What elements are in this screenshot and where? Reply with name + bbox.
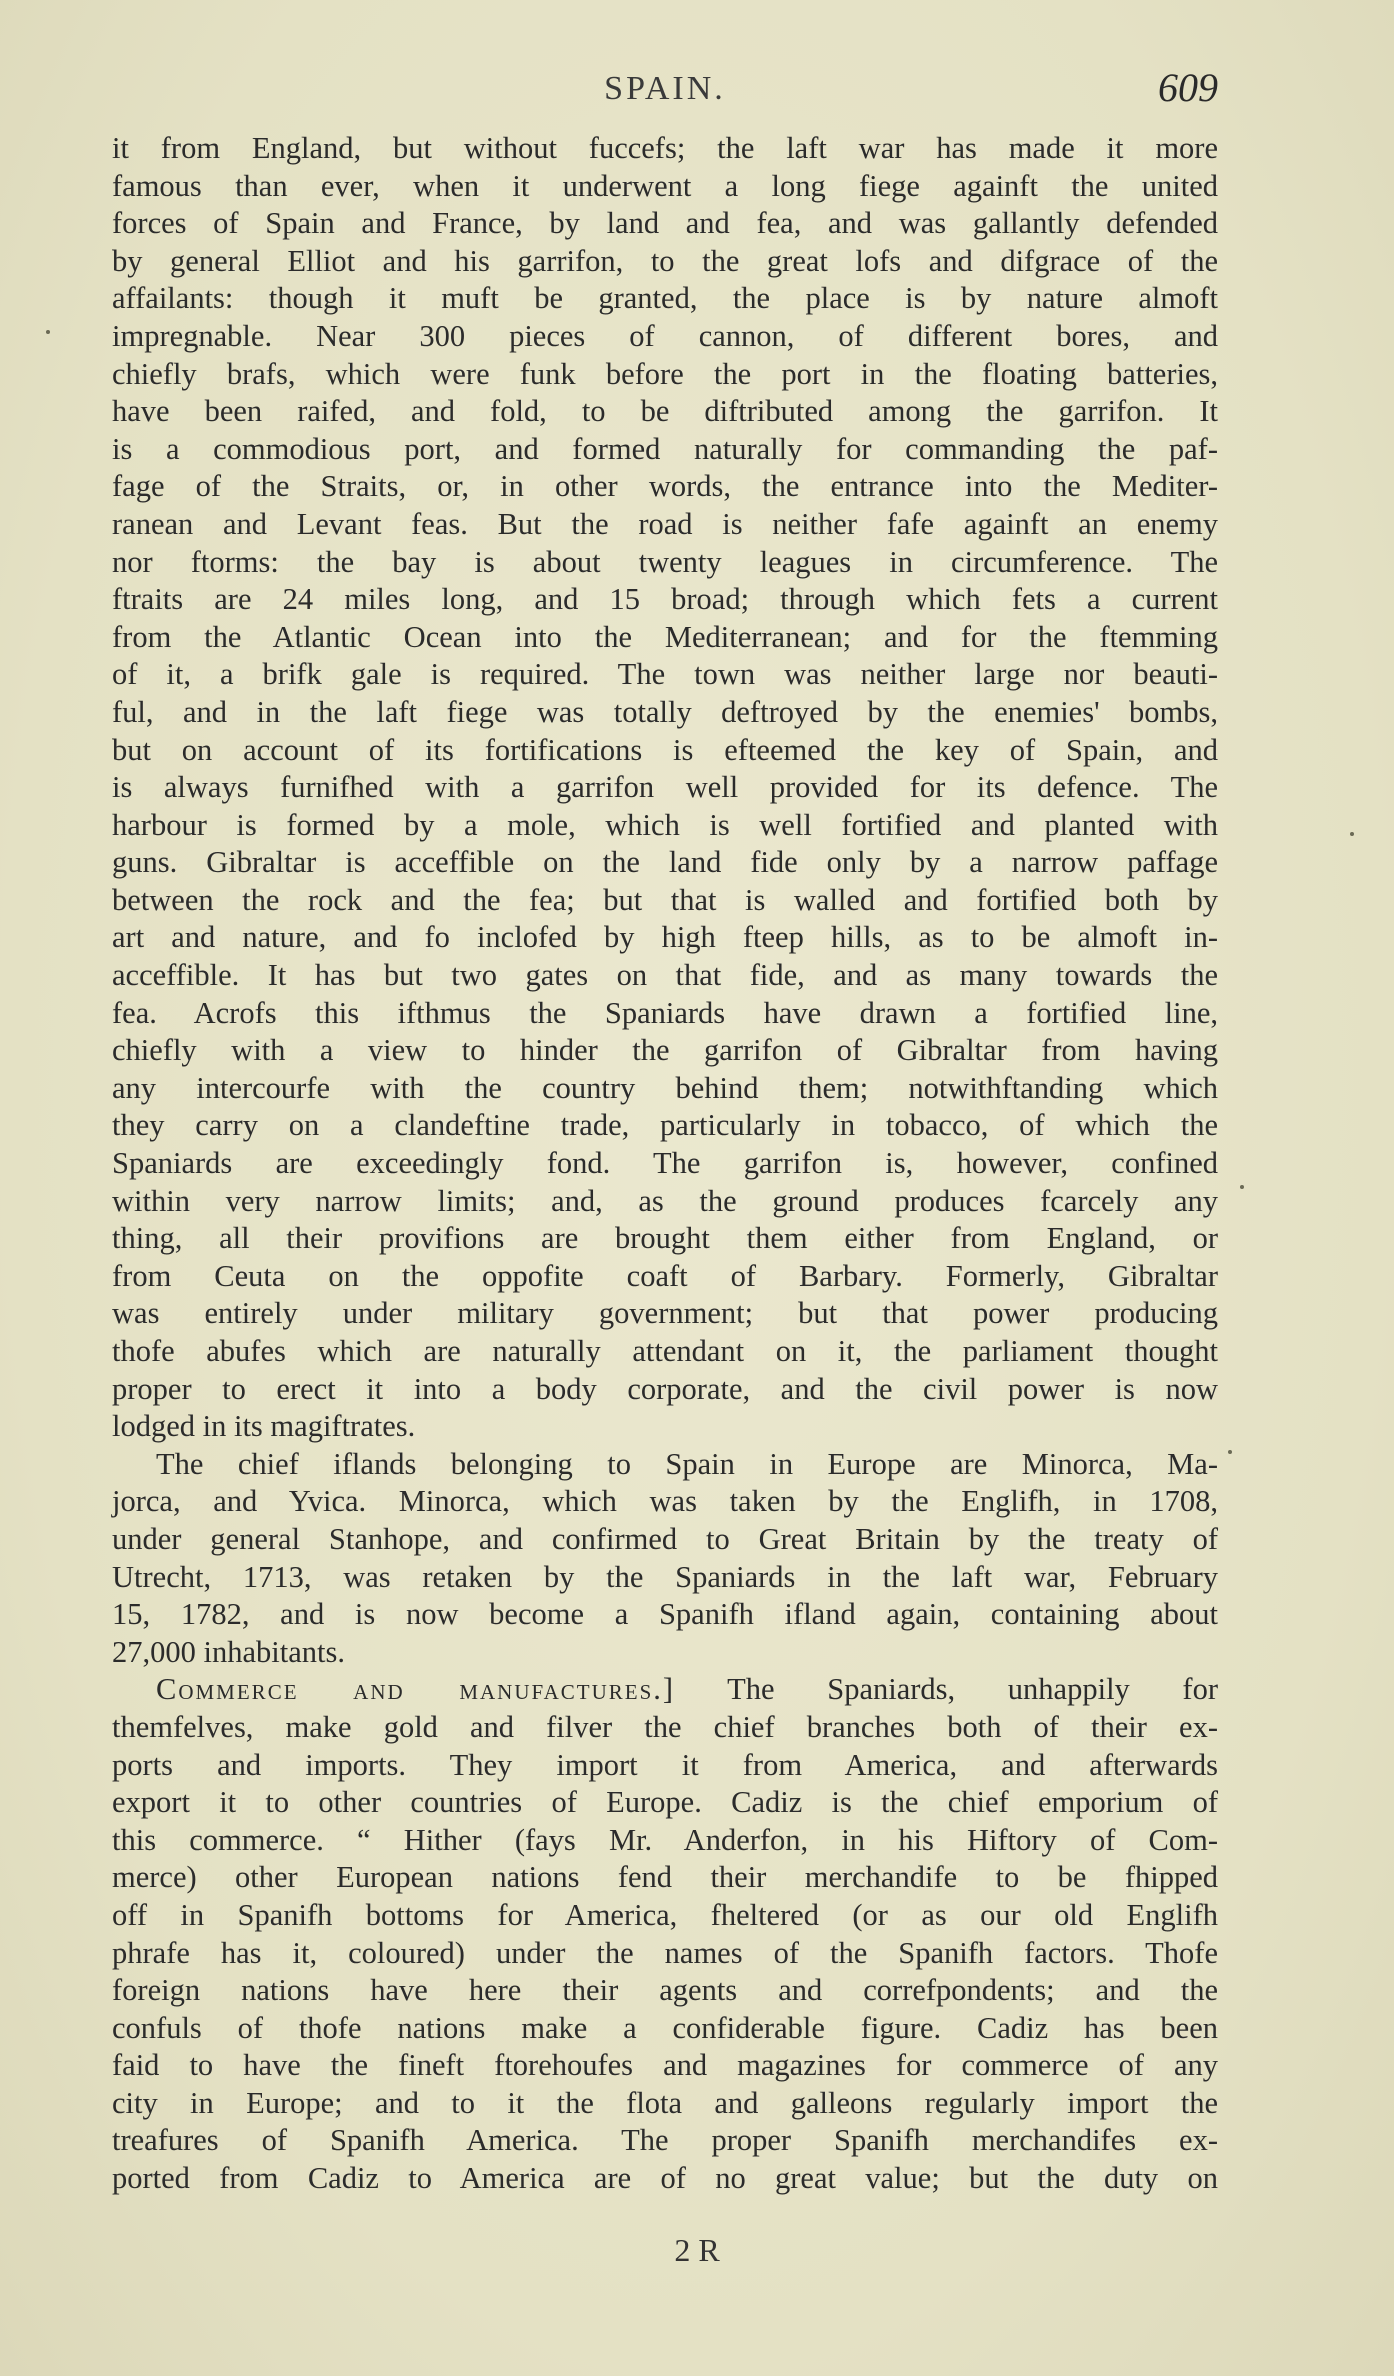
text-line: 15, 1782, and is now become a Spanifh ifland again, containing about	[112, 1597, 1218, 1632]
text-line: ranean and Levant feas. But the road is neither fafe againft an enemy	[112, 506, 1218, 541]
text-line: treafures of Spanifh America. The proper Spanifh merchandifes ex-	[112, 2123, 1218, 2158]
paper-speck	[1240, 1185, 1244, 1189]
paragraph-gibraltar	[112, 130, 1218, 1446]
text-line: impregnable. Near 300 pieces of cannon, of different bores, and	[112, 318, 1218, 353]
text-line: any intercourfe with the country behind them; notwithftanding which	[112, 1070, 1218, 1105]
text-line: art and nature, and fo inclofed by high fteep hills, as to be almoft in-	[112, 920, 1218, 955]
text-line: city in Europe; and to it the flota and galleons regularly import the	[112, 2085, 1218, 2120]
paragraph-islands	[112, 1446, 1218, 1672]
text-line: ftraits are 24 miles long, and 15 broad; through which fets a current	[112, 582, 1218, 617]
text-line: under general Stanhope, and confirmed to Great Britain by the treaty of	[112, 1521, 1218, 1556]
text-line: proper to erect it into a body corporate, and the civil power is now	[112, 1371, 1218, 1406]
text-line: chiefly brafs, which were funk before the port in the floating batteries,	[112, 356, 1218, 391]
section-heading: Commerce and manufactures.]	[156, 1672, 676, 1707]
text-line: this commerce. “ Hither (fays Mr. Anderfon, in his Hiftory of Com-	[112, 1822, 1218, 1857]
text-line: fage of the Straits, or, in other words, the entrance into the Mediter-	[112, 469, 1218, 504]
paragraph-commerce	[112, 1671, 1218, 2197]
page-number: 609	[1158, 65, 1218, 110]
paper-speck	[1350, 832, 1354, 836]
text-line: themfelves, make gold and filver the chief branches both of their ex-	[112, 1709, 1218, 1744]
text-line: phrafe has it, coloured) under the names of the Spanifh factors. Thofe	[112, 1935, 1218, 1970]
text-line: off in Spanifh bottoms for America, fheltered (or as our old Englifh	[112, 1897, 1218, 1932]
text-line: they carry on a clandeftine trade, particularly in tobacco, of which the	[112, 1108, 1218, 1143]
text-line: harbour is formed by a mole, which is well fortified and planted with	[112, 807, 1218, 842]
text-line: lodged in its magiftrates.	[112, 1409, 416, 1444]
text-line: The chief iflands belonging to Spain in Europe are Minorca, Ma-	[156, 1446, 1218, 1481]
text-line: ported from Cadiz to America are of no great value; but the duty on	[112, 2161, 1218, 2196]
page-header	[112, 60, 1218, 120]
text-line: faid to have the fineft ftorehoufes and magazines for commerce of any	[112, 2048, 1218, 2083]
text-line: fea. Acrofs this ifthmus the Spaniards have drawn a fortified line,	[112, 995, 1218, 1030]
text-line: Spaniards are exceedingly fond. The garrifon is, however, confined	[112, 1146, 1218, 1181]
text-line: guns. Gibraltar is acceffible on the land fide only by a narrow paffage	[112, 845, 1218, 880]
text-line: merce) other European nations fend their merchandife to be fhipped	[112, 1860, 1218, 1895]
text-line: 27,000 inhabitants.	[112, 1634, 345, 1669]
text-line: was entirely under military government; but that power producing	[112, 1296, 1218, 1331]
text-line: foreign nations have here their agents and correfpondents; and the	[112, 1973, 1218, 2008]
text-line: from Ceuta on the oppofite coaft of Barbary. Formerly, Gibraltar	[112, 1258, 1218, 1293]
text-line: between the rock and the fea; but that is walled and fortified both by	[112, 882, 1218, 917]
text-line: Utrecht, 1713, was retaken by the Spaniards in the laft war, February	[112, 1559, 1218, 1594]
text-line: ful, and in the laft fiege was totally deftroyed by the enemies' bombs,	[112, 694, 1218, 729]
text-line: of it, a brifk gale is required. The town was neither large nor beauti-	[112, 657, 1218, 692]
heading-line-rest: The Spaniards, unhappily for	[675, 1672, 1218, 1707]
text-line: nor ftorms: the bay is about twenty leagues in circumference. The	[112, 544, 1218, 579]
text-line: by general Elliot and his garrifon, to the great lofs and difgrace of the	[112, 243, 1218, 278]
running-head: SPAIN.	[604, 70, 726, 107]
printer-signature: 2 R	[674, 2232, 720, 2268]
text-line: is always furnifhed with a garrifon well provided for its defence. The	[112, 770, 1218, 805]
text-line: but on account of its fortifications is efteemed the key of Spain, and	[112, 732, 1218, 767]
text-line: jorca, and Yvica. Minorca, which was taken by the Englifh, in 1708,	[112, 1484, 1218, 1519]
text-line: thofe abufes which are naturally attendant on it, the parliament thought	[112, 1334, 1218, 1368]
text-line: confuls of thofe nations make a confiderable figure. Cadiz has been	[112, 2010, 1218, 2045]
text-line: affailants: though it muft be granted, the place is by nature almoft	[112, 281, 1218, 316]
text-line: it from England, but without fuccefs; the laft war has made it more	[112, 131, 1218, 165]
text-line: from the Atlantic Ocean into the Mediterranean; and for the ftemming	[112, 619, 1218, 654]
text-line: acceffible. It has but two gates on that fide, and as many towards the	[112, 958, 1218, 993]
text-line: have been raifed, and fold, to be diftributed among the garrifon. It	[112, 394, 1218, 429]
text-line: within very narrow limits; and, as the ground produces fcarcely any	[112, 1183, 1218, 1218]
text-line	[112, 1671, 1218, 1709]
text-line: chiefly with a view to hinder the garrifon of Gibraltar from having	[112, 1033, 1218, 1068]
paper-speck	[46, 330, 50, 334]
paper-speck	[1228, 1450, 1232, 1454]
text-line: forces of Spain and France, by land and fea, and was gallantly defended	[112, 206, 1218, 241]
text-line: export it to other countries of Europe. Cadiz is the chief emporium of	[112, 1785, 1218, 1820]
text-line: famous than ever, when it underwent a long fiege againft the united	[112, 168, 1218, 203]
text-line: is a commodious port, and formed naturally for commanding the paf-	[112, 431, 1218, 466]
text-line: thing, all their provifions are brought them either from England, or	[112, 1221, 1218, 1256]
body-text	[112, 130, 1218, 2198]
text-line: ports and imports. They import it from America, and afterwards	[112, 1747, 1218, 1782]
